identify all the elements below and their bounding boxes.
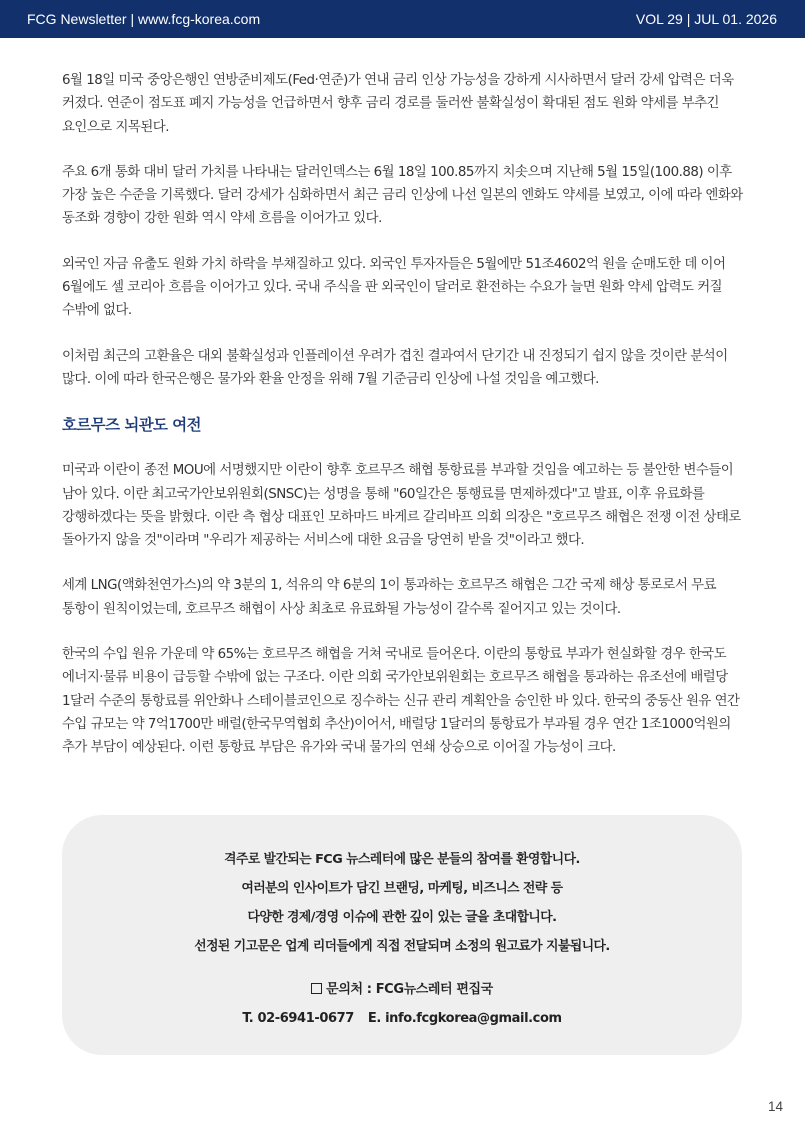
newsletter-header xyxy=(0,0,805,38)
contribution-notice-box xyxy=(62,815,742,1055)
contact-label: 문의처 : FCG뉴스레터 편집국 xyxy=(326,982,493,997)
section-title: 호르무즈 뇌관도 여전 xyxy=(62,416,202,435)
square-bullet-icon xyxy=(311,983,322,994)
notice-line-3: 다양한 경제/경영 이슈에 관한 깊이 있는 글을 초대합니다. xyxy=(247,910,557,925)
contact-details-row xyxy=(62,1004,742,1033)
article-body xyxy=(62,69,745,782)
notice-line-2: 여러분의 인사이트가 담긴 브랜딩, 마케팅, 비즈니스 전략 등 xyxy=(241,881,563,896)
page-number: 14 xyxy=(767,1099,783,1114)
paragraph-1: 6월 18일 미국 중앙은행인 연방준비제도(Fed·연준)가 연내 금리 인상 가능성을 강하게 시사하면서 달러 강세 압력은 더욱 커졌다. 연준이 점도표 폐지 가능성을 언급하면서 향후 금리 경로를 둘러싼 불확실성이 확대된 점도 원화 약세를 부추긴 요인으로 지목된다. xyxy=(62,73,734,135)
notice-line-4: 선정된 기고문은 업계 리더들에게 직접 전달되며 소정의 원고료가 지불됩니다. xyxy=(194,939,610,954)
section-paragraph-3: 한국의 수입 원유 가운데 약 65%는 호르무즈 해협을 거쳐 국내로 들어온다. 이란의 통항료 부과가 현실화할 경우 한국도 에너지·물류 비용이 급등할 수밖에 없는 구조다. 이란 의회 국가안보위원회는 호르무즈 해협을 통과하는 유조선에 배럴당 1달러 수준의 통항료를 위안화나 스테이블코인으로 징수하는 신규 관리 계획안을 승인한 바 있다. 한국의 중동산 원유 연간 수입 규모는 약 7억1700만 배럴(한국무역협회 추산)이어서, 배럴당 1달러의 통항료가 부과될 경우 연간 1조1000억원의 추가 부담이 예상된다. 이런 통항료 부담은 유가와 국내 물가의 연쇄 상승으로 이어질 가능성이 크다. xyxy=(62,647,740,756)
paragraph-2: 주요 6개 통화 대비 달러 가치를 나타내는 달러인덱스는 6월 18일 100.85까지 치솟으며 지난해 5월 15일(100.88) 이후 가장 높은 수준을 기록했다. 달러 강세가 심화하면서 최근 금리 인상에 나선 일본의 엔화도 약세를 보였고, 이에 따라 엔화와 동조화 경향이 강한 원화 역시 약세 흐름을 이어가고 있다. xyxy=(62,164,743,227)
header-site: FCG Newsletter | www.fcg-korea.com xyxy=(27,11,261,27)
contact-phone: T. 02-6941-0677 xyxy=(242,1011,354,1026)
contact-email[interactable]: E. info.fcgkorea@gmail.com xyxy=(367,1011,562,1026)
section-paragraph-2: 세계 LNG(액화천연가스)의 약 3분의 1, 석유의 약 6분의 1이 통과하는 호르무즈 해협은 그간 국제 해상 통로로서 무료 통항이 원칙이었는데, 호르무즈 해협이 사상 최초로 유료화될 가능성이 갈수록 짙어지고 있는 것이다. xyxy=(62,578,717,617)
notice-line-1: 격주로 발간되는 FCG 뉴스레터에 많은 분들의 참여를 환영합니다. xyxy=(224,852,580,867)
section-paragraph-1: 미국과 이란이 종전 MOU에 서명했지만 이란이 향후 호르무즈 해협 통항료를 부과할 것임을 예고하는 등 불안한 변수들이 남아 있다. 이란 최고국가안보위원회(SNSC)는 성명을 통해 "60일간은 통행료를 면제하겠다"고 발표, 이후 유료화를 강행하겠다는 뜻을 밝혔다. 이란 측 협상 대표인 모하마드 바게르 갈리바프 의회 의장은 "호르무즈 해협은 전쟁 이전 상태로 돌아가지 않을 것"이라며 "우리가 제공하는 서비스에 대한 요금을 당연히 받을 것"이라고 했다. xyxy=(62,463,741,549)
contact-label-row xyxy=(62,975,742,1004)
paragraph-3: 외국인 자금 유출도 원화 가치 하락을 부채질하고 있다. 외국인 투자자들은 5월에만 51조4602억 원을 순매도한 데 이어 6월에도 셀 코리아 흐름을 이어가고 있다. 국내 주식을 판 외국인이 달러로 환전하는 수요가 늘면 원화 약세 압력도 커질 수밖에 없다. xyxy=(62,256,726,319)
paragraph-4: 이처럼 최근의 고환율은 대외 불확실성과 인플레이션 우려가 겹친 결과여서 단기간 내 진정되기 쉽지 않을 것이란 분석이 많다. 이에 따라 한국은행은 물가와 환율 안정을 위해 7월 기준금리 인상에 나설 것임을 예고했다. xyxy=(62,348,728,387)
header-issue: VOL 29 | JUL 01. 2026 xyxy=(635,11,777,27)
